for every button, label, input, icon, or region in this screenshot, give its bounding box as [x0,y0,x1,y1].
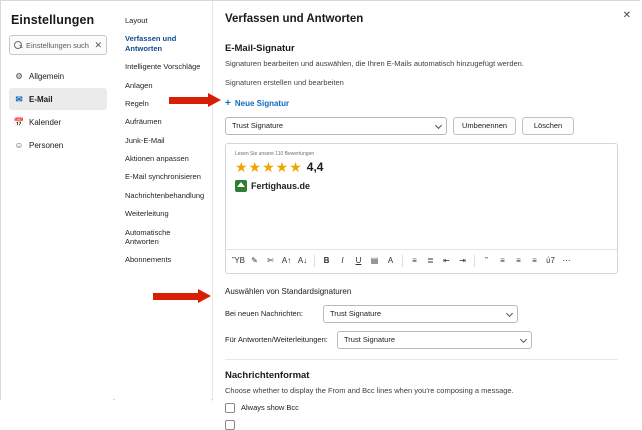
list-item-aufraeumen[interactable]: Aufräumen [125,117,162,127]
list-item-anlagen[interactable]: Anlagen [125,80,153,90]
bulleted-list-icon[interactable]: ≡ [412,256,417,266]
list-item-automatische-antworten[interactable]: Automatische Antworten [125,227,171,246]
house-logo-icon [235,180,247,192]
calendar-icon: 📅 [13,116,25,127]
align-right-icon[interactable]: ≡ [532,256,537,266]
sidebar-item-personen[interactable] [9,134,107,156]
new-messages-dropdown-value: Trust Signature [330,309,381,319]
sidebar-item-kalender[interactable] [9,111,107,133]
insert-image-icon[interactable]: ὛB [232,256,246,266]
replies-dropdown-value: Trust Signature [344,335,395,345]
bold-icon[interactable]: B [323,256,330,266]
signature-review-line: Lesen Sie unsere 110 Bewertungen [235,150,315,157]
search-icon [14,41,23,50]
font-shrink-icon[interactable]: A↓ [297,256,308,266]
signature-rating-row [235,160,608,174]
close-icon[interactable]: ✕ [622,10,631,21]
always-show-bcc-label: Always show Bcc [241,403,299,413]
new-signature-button[interactable] [225,99,289,109]
always-show-bcc-row[interactable] [225,403,628,413]
increase-indent-icon[interactable]: ⇥ [459,256,466,266]
font-grow-icon[interactable]: A↑ [281,256,292,266]
chevron-down-icon [435,122,442,129]
sidebar-item-label: Personen [29,140,64,150]
highlighter-icon[interactable]: ✎ [251,256,258,266]
settings-detail-panel [212,1,641,413]
replies-label: Für Antworten/Weiterleitungen: [225,335,328,345]
new-signature-label: Neue Signatur [234,99,290,109]
people-icon: ☺ [14,140,24,150]
clear-search-icon[interactable]: ✕ [94,39,102,50]
list-item-abonnements[interactable]: Abonnements [125,255,172,265]
list-item-junk-email[interactable]: Junk-E-Mail [125,135,165,145]
new-messages-dropdown[interactable] [323,305,518,323]
mail-icon: ✉ [15,93,23,104]
signature-dropdown[interactable] [225,117,447,135]
toolbar-divider [314,255,315,267]
list-item-aktionen-anpassen[interactable]: Aktionen anpassen [125,154,189,163]
page-title: Verfassen und Antworten [225,13,364,25]
settings-search-input[interactable] [9,35,107,55]
always-show-from-row[interactable] [225,420,628,430]
rename-signature-button[interactable]: Umbenennen [453,117,516,135]
brand-name: Fertighaus.de [251,180,311,191]
signature-subheading: Signaturen erstellen und bearbeiten [225,77,344,87]
signature-brand-row [235,180,608,192]
list-item-email-synchronisieren[interactable]: E-Mail synchronisieren [125,172,201,182]
section-divider [225,359,618,360]
settings-title: Einstellungen [11,13,95,27]
replies-row [225,331,628,349]
signature-editor[interactable] [225,143,618,274]
chevron-down-icon [520,336,527,343]
sidebar-item-label: E-Mail [29,94,53,104]
list-item-regeln[interactable]: Regeln [125,98,149,108]
insert-link-icon[interactable]: ὑ7 [546,256,555,266]
chevron-down-icon [506,310,513,317]
replies-dropdown[interactable] [337,331,532,349]
toolbar-divider [474,255,475,267]
gear-icon: ⚙ [15,70,23,81]
plus-icon: + [225,97,231,109]
always-show-from-checkbox[interactable] [225,420,235,430]
always-show-bcc-checkbox[interactable] [225,403,235,413]
list-item-layout[interactable]: Layout [125,16,148,25]
underline-icon[interactable]: U [355,256,362,266]
sidebar-item-label: Allgemein [29,71,65,81]
sidebar-item-label: Kalender [29,117,62,127]
signature-section-heading: E-Mail-Signatur [225,43,295,54]
italic-icon[interactable]: I [341,256,344,266]
message-format-heading: Nachrichtenformat [225,369,310,381]
panel-body [213,31,642,413]
settings-sidebar [1,1,113,401]
list-item-nachrichtenbehandlung[interactable]: Nachrichtenbehandlung [125,190,205,200]
default-signatures-heading: Auswählen von Standardsignaturen [225,286,352,296]
signature-select-row [225,117,628,135]
list-item-intelligente-vorschlaege[interactable]: Intelligente Vorschläge [125,62,201,72]
rating-value: 4,4 [306,159,324,174]
numbered-list-icon[interactable]: ≣ [427,256,434,266]
delete-signature-button[interactable]: Löschen [522,117,574,135]
text-highlight-icon[interactable]: ▤ [370,256,379,266]
signature-editor-toolbar [226,249,617,273]
signature-editor-canvas[interactable] [226,144,617,247]
message-format-description: Choose whether to display the From and Bcc lines when you're composing a message. [225,385,514,395]
email-settings-list [115,1,211,401]
format-painter-icon[interactable]: ✄ [267,256,274,266]
toolbar-divider [402,255,403,267]
sidebar-item-allgemein[interactable] [9,65,107,87]
new-messages-row [225,305,628,323]
star-rating-icon: ★★★★★ [235,158,303,175]
list-item-verfassen-und-antworten[interactable]: Verfassen und Antworten [125,34,177,53]
search-placeholder: Einstellungen such [26,40,89,50]
align-center-icon[interactable]: ≡ [516,256,521,266]
signature-section-description: Signaturen bearbeiten und auswählen, die Ihren E-Mails automatisch hinzugefügt werden. [225,59,524,68]
sidebar-item-email[interactable] [9,88,107,110]
list-item-weiterleitung[interactable]: Weiterleitung [125,209,169,219]
decrease-indent-icon[interactable]: ⇤ [443,256,450,266]
signature-dropdown-value: Trust Signature [232,121,283,131]
quote-icon[interactable]: ” [485,256,488,266]
more-options-icon[interactable]: ⋯ [562,256,571,266]
new-messages-label: Bei neuen Nachrichten: [225,309,303,319]
font-color-icon[interactable]: A [387,256,394,266]
panel-header [213,1,641,31]
align-left-icon[interactable]: ≡ [500,256,505,266]
